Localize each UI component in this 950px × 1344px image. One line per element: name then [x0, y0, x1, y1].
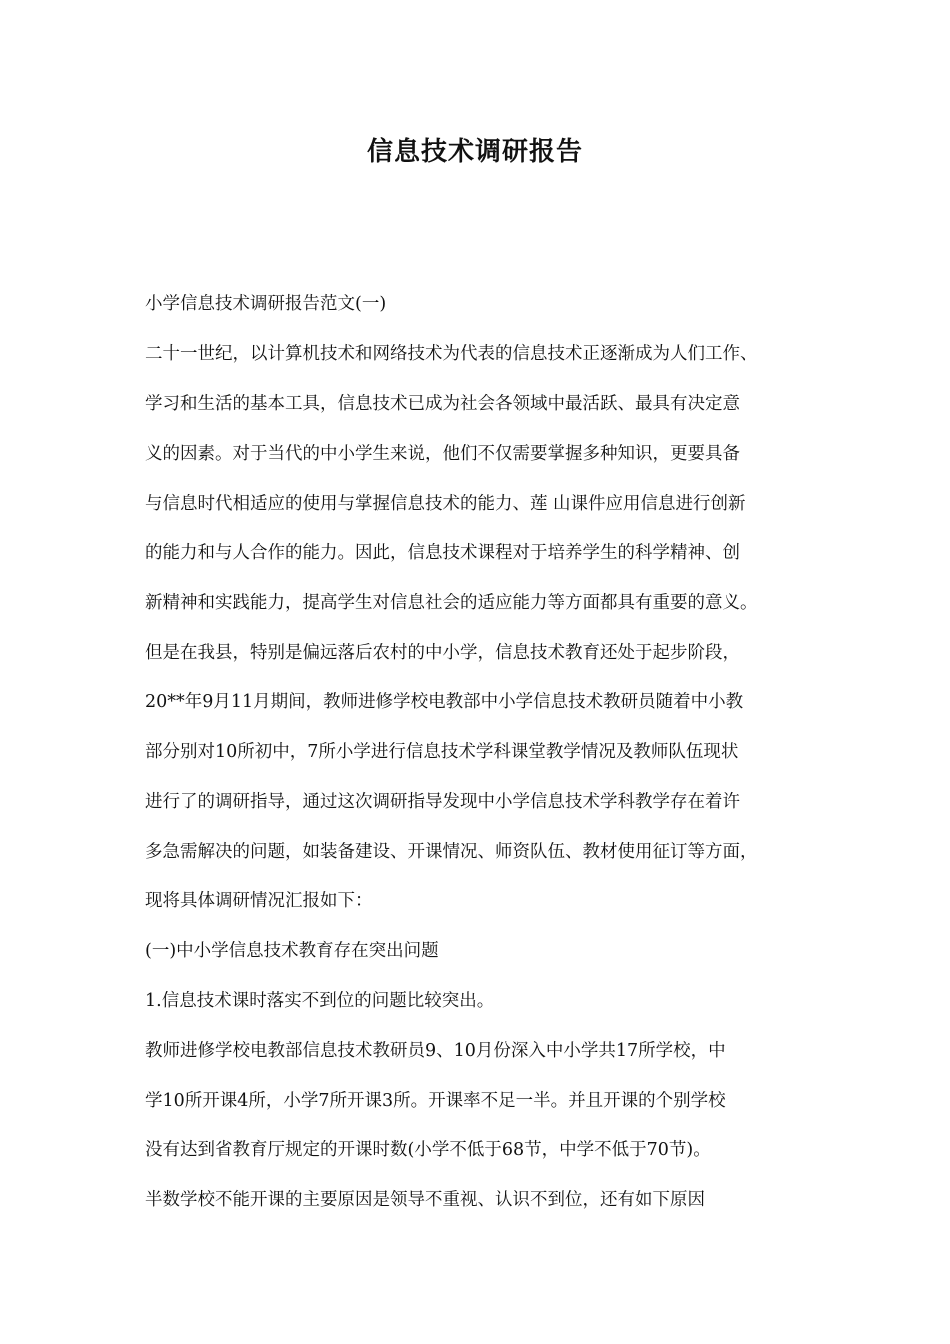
- paragraph-line: 进行了的调研指导，通过这次调研指导发现中小学信息技术学科教学存在着许: [145, 792, 740, 812]
- paragraph-line: 的能力和与人合作的能力。因此，信息技术课程对于培养学生的科学精神、创: [145, 543, 740, 563]
- paragraph-line: 半数学校不能开课的主要原因是领导不重视、认识不到位，还有如下原因: [145, 1190, 705, 1210]
- paragraph-line: 多急需解决的问题，如装备建设、开课情况、师资队伍、教材使用征订等方面，: [145, 842, 758, 862]
- paragraph-line: 现将具体调研情况汇报如下：: [145, 891, 373, 911]
- subsection-heading: 1.信息技术课时落实不到位的问题比较突出。: [145, 991, 495, 1011]
- paragraph-line: 20**年9月11月期间，教师进修学校电教部中小学信息技术教研员随着中小教: [145, 692, 744, 712]
- paragraph-line: 学10所开课4所，小学7所开课3所。开课率不足一半。并且开课的个别学校: [145, 1091, 726, 1111]
- paragraph-line: 教师进修学校电教部信息技术教研员9、10月份深入中小学共17所学校，中: [145, 1041, 726, 1061]
- paragraph-line: 但是在我县，特别是偏远落后农村的中小学，信息技术教育还处于起步阶段，: [145, 643, 740, 663]
- paragraph-line: 二十一世纪，以计算机技术和网络技术为代表的信息技术正逐渐成为人们工作、: [145, 344, 758, 364]
- paragraph-line: 义的因素。对于当代的中小学生来说，他们不仅需要掌握多种知识，更要具备: [145, 444, 740, 464]
- subtitle-line: 小学信息技术调研报告范文(一): [145, 294, 387, 314]
- paragraph-line: 部分别对10所初中，7所小学进行信息技术学科课堂教学情况及教师队伍现状: [145, 742, 739, 762]
- section-heading: (一)中小学信息技术教育存在突出问题: [145, 941, 439, 961]
- paragraph-line: 新精神和实践能力，提高学生对信息社会的适应能力等方面都具有重要的意义。: [145, 593, 758, 613]
- document-title: 信息技术调研报告: [366, 137, 583, 167]
- paragraph-line: 与信息时代相适应的使用与掌握信息技术的能力、莲 山课件应用信息进行创新: [145, 494, 746, 514]
- paragraph-line: 学习和生活的基本工具，信息技术已成为社会各领域中最活跃、最具有决定意: [145, 394, 740, 414]
- paragraph-line: 没有达到省教育厅规定的开课时数(小学不低于68节，中学不低于70节)。: [145, 1140, 711, 1160]
